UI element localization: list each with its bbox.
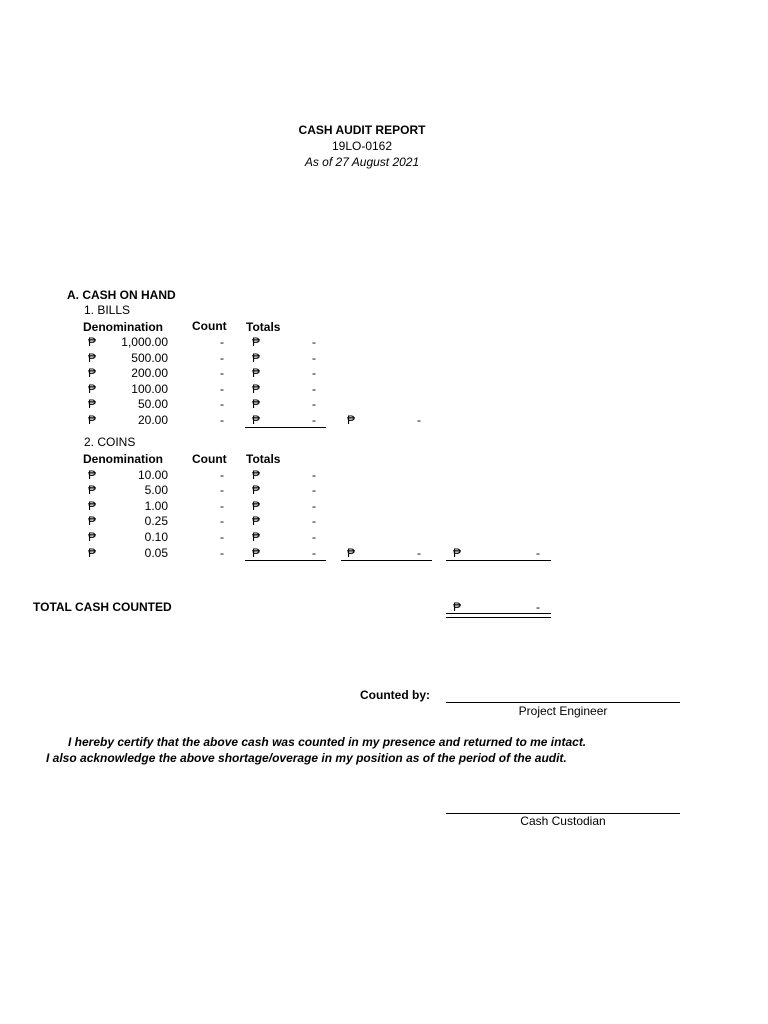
total-value: - xyxy=(312,397,316,411)
count-value: - xyxy=(220,335,224,349)
count-value: - xyxy=(220,351,224,365)
currency-symbol: ₱ xyxy=(88,468,97,482)
denomination-value: 5.00 xyxy=(144,483,168,497)
bills-total-underline xyxy=(245,427,326,428)
total-value: - xyxy=(312,468,316,482)
total-cash-currency: ₱ xyxy=(453,600,462,614)
total-value: - xyxy=(312,366,316,380)
bills-col-denomination: Denomination xyxy=(83,320,163,334)
subtotal-underline xyxy=(341,560,432,561)
total-cash-label: TOTAL CASH COUNTED xyxy=(33,600,172,614)
coins-title: 2. COINS xyxy=(84,435,136,449)
total-value: - xyxy=(312,351,316,365)
currency-symbol: ₱ xyxy=(252,382,261,396)
currency-symbol: ₱ xyxy=(252,514,261,528)
currency-symbol: ₱ xyxy=(252,366,261,380)
counted-by-label: Counted by: xyxy=(360,688,430,702)
total-value: - xyxy=(312,382,316,396)
count-value: - xyxy=(220,413,224,427)
denomination-value: 500.00 xyxy=(131,351,168,365)
count-value: - xyxy=(220,483,224,497)
currency-symbol: ₱ xyxy=(88,514,97,528)
report-date: As of 27 August 2021 xyxy=(304,155,420,169)
custodian-role: Cash Custodian xyxy=(520,814,606,828)
cash-on-hand-underline xyxy=(446,560,551,561)
currency-symbol: ₱ xyxy=(252,546,261,560)
currency-symbol: ₱ xyxy=(88,483,97,497)
certification-line-2: I also acknowledge the above shortage/overage in my position as of the period of the audit. xyxy=(46,751,567,765)
bills-col-totals: Totals xyxy=(246,320,281,334)
currency-symbol: ₱ xyxy=(252,468,261,482)
coins-col-count: Count xyxy=(192,452,227,466)
counted-by-signature-line xyxy=(446,702,680,703)
report-code: 19LO-0162 xyxy=(331,139,393,153)
total-value: - xyxy=(312,335,316,349)
currency-symbol: ₱ xyxy=(252,351,261,365)
bills-col-count: Count xyxy=(192,319,227,333)
bills-subtotal-currency: ₱ xyxy=(347,413,356,427)
bills-title: 1. BILLS xyxy=(84,303,131,317)
currency-symbol: ₱ xyxy=(88,366,97,380)
denomination-value: 10.00 xyxy=(137,468,168,482)
count-value: - xyxy=(220,468,224,482)
denomination-value: 0.25 xyxy=(144,514,168,528)
total-value: - xyxy=(312,546,316,560)
denomination-value: 0.10 xyxy=(144,530,168,544)
certification-line-1: I hereby certify that the above cash was counted in my presence and returned to me intact. xyxy=(68,735,587,749)
currency-symbol: ₱ xyxy=(88,499,97,513)
total-value: - xyxy=(312,499,316,513)
denomination-value: 50.00 xyxy=(137,397,168,411)
count-value: - xyxy=(220,366,224,380)
currency-symbol: ₱ xyxy=(88,546,97,560)
currency-symbol: ₱ xyxy=(88,382,97,396)
total-cash-value: - xyxy=(536,600,540,614)
currency-symbol: ₱ xyxy=(88,335,97,349)
coins-col-totals: Totals xyxy=(246,452,281,466)
total-value: - xyxy=(312,483,316,497)
denomination-value: 0.05 xyxy=(144,546,168,560)
denomination-value: 200.00 xyxy=(131,366,168,380)
count-value: - xyxy=(220,546,224,560)
denomination-value: 20.00 xyxy=(137,413,168,427)
total-value: - xyxy=(312,413,316,427)
currency-symbol: ₱ xyxy=(252,413,261,427)
cash-on-hand-currency: ₱ xyxy=(453,546,462,560)
currency-symbol: ₱ xyxy=(88,413,97,427)
coins-subtotal-currency: ₱ xyxy=(347,546,356,560)
currency-symbol: ₱ xyxy=(252,335,261,349)
total-value: - xyxy=(312,514,316,528)
currency-symbol: ₱ xyxy=(88,530,97,544)
coins-subtotal-value: - xyxy=(417,546,421,560)
count-value: - xyxy=(220,514,224,528)
currency-symbol: ₱ xyxy=(252,530,261,544)
bills-subtotal-value: - xyxy=(417,413,421,427)
count-value: - xyxy=(220,397,224,411)
cash-on-hand-value: - xyxy=(536,546,540,560)
total-cash-double-underline xyxy=(446,613,551,618)
currency-symbol: ₱ xyxy=(88,351,97,365)
section-title: A. CASH ON HAND xyxy=(67,288,176,302)
currency-symbol: ₱ xyxy=(88,397,97,411)
count-value: - xyxy=(220,382,224,396)
denomination-value: 1,000.00 xyxy=(121,335,168,349)
count-value: - xyxy=(220,499,224,513)
coins-col-denomination: Denomination xyxy=(83,452,163,466)
currency-symbol: ₱ xyxy=(252,483,261,497)
coins-total-underline xyxy=(245,560,326,561)
currency-symbol: ₱ xyxy=(252,499,261,513)
counted-by-role: Project Engineer xyxy=(518,704,608,718)
report-title: CASH AUDIT REPORT xyxy=(298,123,426,137)
denomination-value: 100.00 xyxy=(131,382,168,396)
total-value: - xyxy=(312,530,316,544)
currency-symbol: ₱ xyxy=(252,397,261,411)
count-value: - xyxy=(220,530,224,544)
denomination-value: 1.00 xyxy=(144,499,168,513)
